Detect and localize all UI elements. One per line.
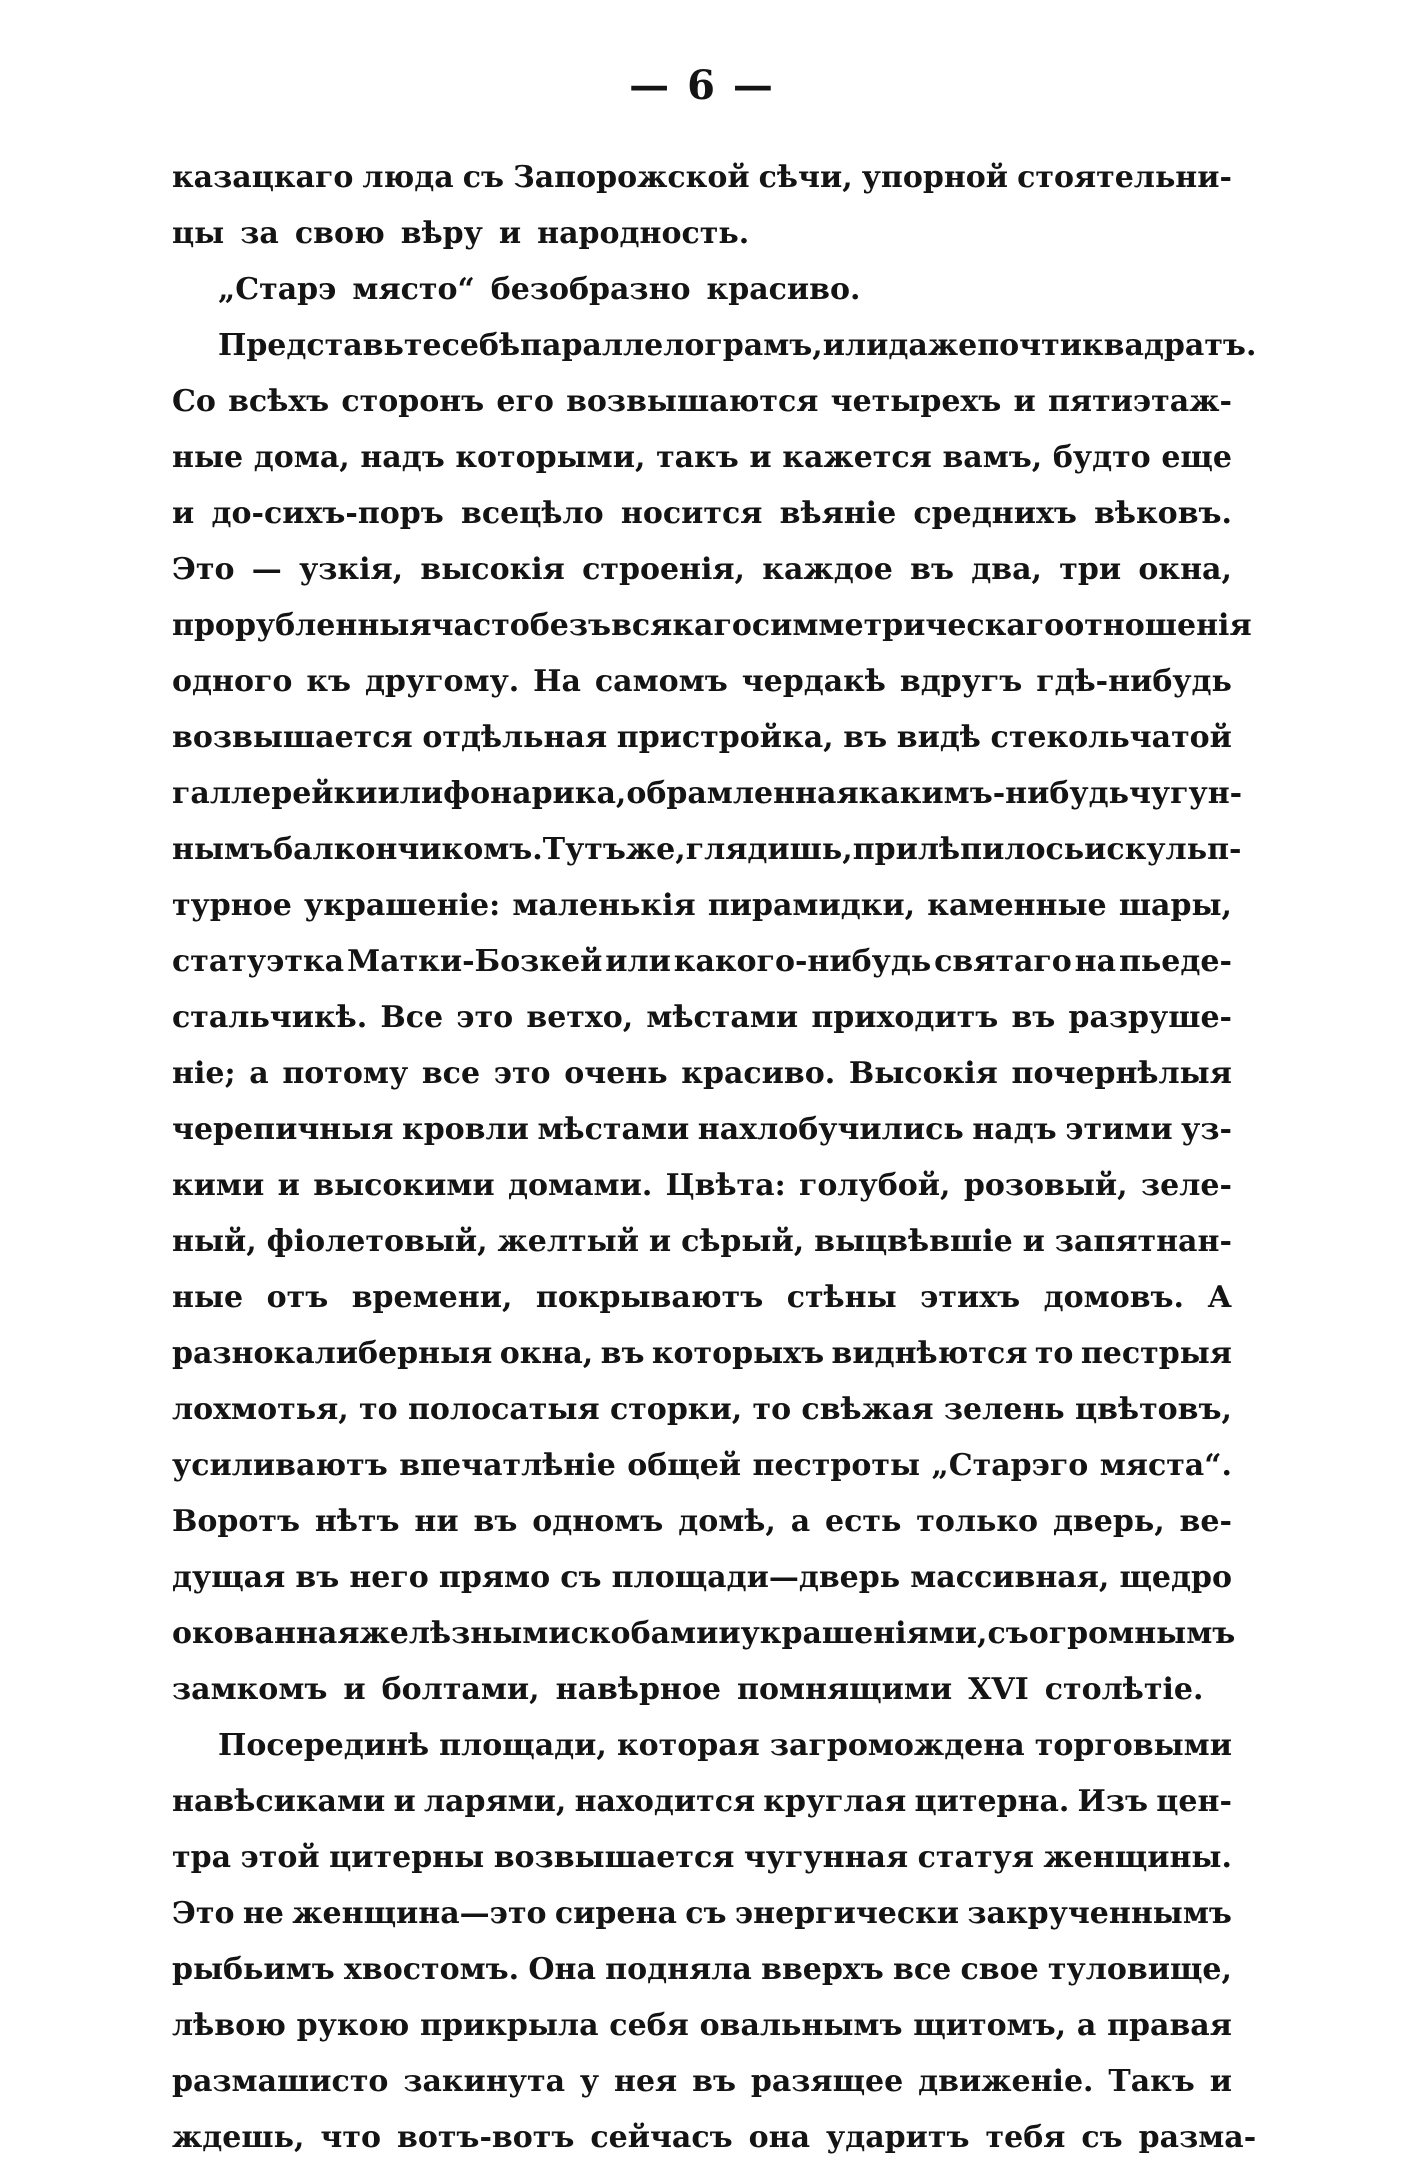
text-line: окованная желѣзными скобами и украшеніями, съ огромнымъ bbox=[172, 1616, 1236, 1651]
text-line: лохмотья, то полосатыя сторки, то свѣжая зелень цвѣтовъ, bbox=[172, 1392, 1232, 1427]
text-line: и до-сихъ-поръ всецѣло носится вѣяніе среднихъ вѣковъ. bbox=[172, 496, 1232, 531]
text-line: „Старэ място“ безобразно красиво. bbox=[218, 272, 861, 307]
text-line: Это — узкія, высокія строенія, каждое въ два, три окна, bbox=[172, 552, 1232, 587]
text-line: ждешь, что вотъ-вотъ сейчасъ она ударитъ тебя съ разма- bbox=[172, 2120, 1257, 2155]
paragraph bbox=[172, 150, 1232, 262]
text-line: ніе; а потому все это очень красиво. Высокія почернѣлыя bbox=[172, 1056, 1232, 1091]
text-line: Это не женщина—это сирена съ энергически закрученнымъ bbox=[172, 1896, 1232, 1931]
text-line: тра этой цитерны возвышается чугунная статуя женщины. bbox=[172, 1840, 1232, 1875]
text-line: галлерейки или фонарика, обрамленная какимъ-нибудь чугун- bbox=[172, 776, 1243, 811]
body-text bbox=[172, 150, 1257, 2166]
text-line: цы за свою вѣру и народность. bbox=[172, 216, 750, 251]
text-line: статуэтка Матки-Бозкей или какого-нибудь святаго на пьеде- bbox=[172, 944, 1232, 979]
text-line: одного къ другому. На самомъ чердакѣ вдругъ гдѣ-нибудь bbox=[172, 664, 1232, 699]
text-line: черепичныя кровли мѣстами нахлобучились надъ этими уз- bbox=[172, 1112, 1232, 1147]
paragraph bbox=[172, 318, 1257, 1718]
text-line: ные дома, надъ которыми, такъ и кажется вамъ, будто еще bbox=[172, 440, 1232, 475]
text-line: прорубленныя часто безъ всякаго симметрическаго отношенія bbox=[172, 608, 1252, 643]
text-line: разнокалиберныя окна, въ которыхъ виднѣются то пестрыя bbox=[172, 1336, 1232, 1371]
text-line: кими и высокими домами. Цвѣта: голубой, розовый, зеле- bbox=[172, 1168, 1232, 1203]
text-line: возвышается отдѣльная пристройка, въ видѣ стекольчатой bbox=[172, 720, 1232, 755]
text-line: ные отъ времени, покрываютъ стѣны этихъ домовъ. А bbox=[172, 1280, 1232, 1315]
text-line: замкомъ и болтами, навѣрное помнящими XVI столѣтіе. bbox=[172, 1672, 1204, 1707]
page-number: — 6 — bbox=[629, 62, 775, 109]
text-line: усиливаютъ впечатлѣніе общей пестроты „Старэго мяста“. bbox=[172, 1448, 1232, 1483]
text-line: лѣвою рукою прикрыла себя овальнымъ щитомъ, а правая bbox=[172, 2008, 1232, 2043]
text-line: навѣсиками и ларями, находится круглая цитерна. Изъ цен- bbox=[172, 1784, 1232, 1819]
text-line: ный, фіолетовый, желтый и сѣрый, выцвѣвшіе и запятнан- bbox=[172, 1224, 1232, 1259]
paragraph bbox=[172, 262, 1232, 318]
text-line: Посерединѣ площади, которая загромождена торговыми bbox=[218, 1728, 1232, 1763]
text-line: стальчикѣ. Все это ветхо, мѣстами приходитъ въ разруше- bbox=[172, 1000, 1232, 1035]
text-line: Со всѣхъ сторонъ его возвышаются четырехъ и пятиэтаж- bbox=[172, 384, 1232, 419]
text-line: нымъ балкончикомъ. Тутъ же, глядишь, прилѣпилось и скульп- bbox=[172, 832, 1242, 867]
text-line: казацкаго люда съ Запорожской сѣчи, упорной стоятельни- bbox=[172, 160, 1232, 195]
text-line: Представьте себѣ параллелограмъ, или даже почти квадратъ. bbox=[218, 328, 1257, 363]
paragraph bbox=[172, 1718, 1257, 2166]
text-line: дущая въ него прямо съ площади—дверь массивная, щедро bbox=[172, 1560, 1232, 1595]
text-line: рыбьимъ хвостомъ. Она подняла вверхъ все свое туловище, bbox=[172, 1952, 1232, 1987]
text-line: размашисто закинута у нея въ разящее движеніе. Такъ и bbox=[172, 2064, 1232, 2099]
text-line: Воротъ нѣтъ ни въ одномъ домѣ, а есть только дверь, ве- bbox=[172, 1504, 1232, 1539]
text-line: турное украшеніе: маленькія пирамидки, каменные шары, bbox=[172, 888, 1232, 923]
